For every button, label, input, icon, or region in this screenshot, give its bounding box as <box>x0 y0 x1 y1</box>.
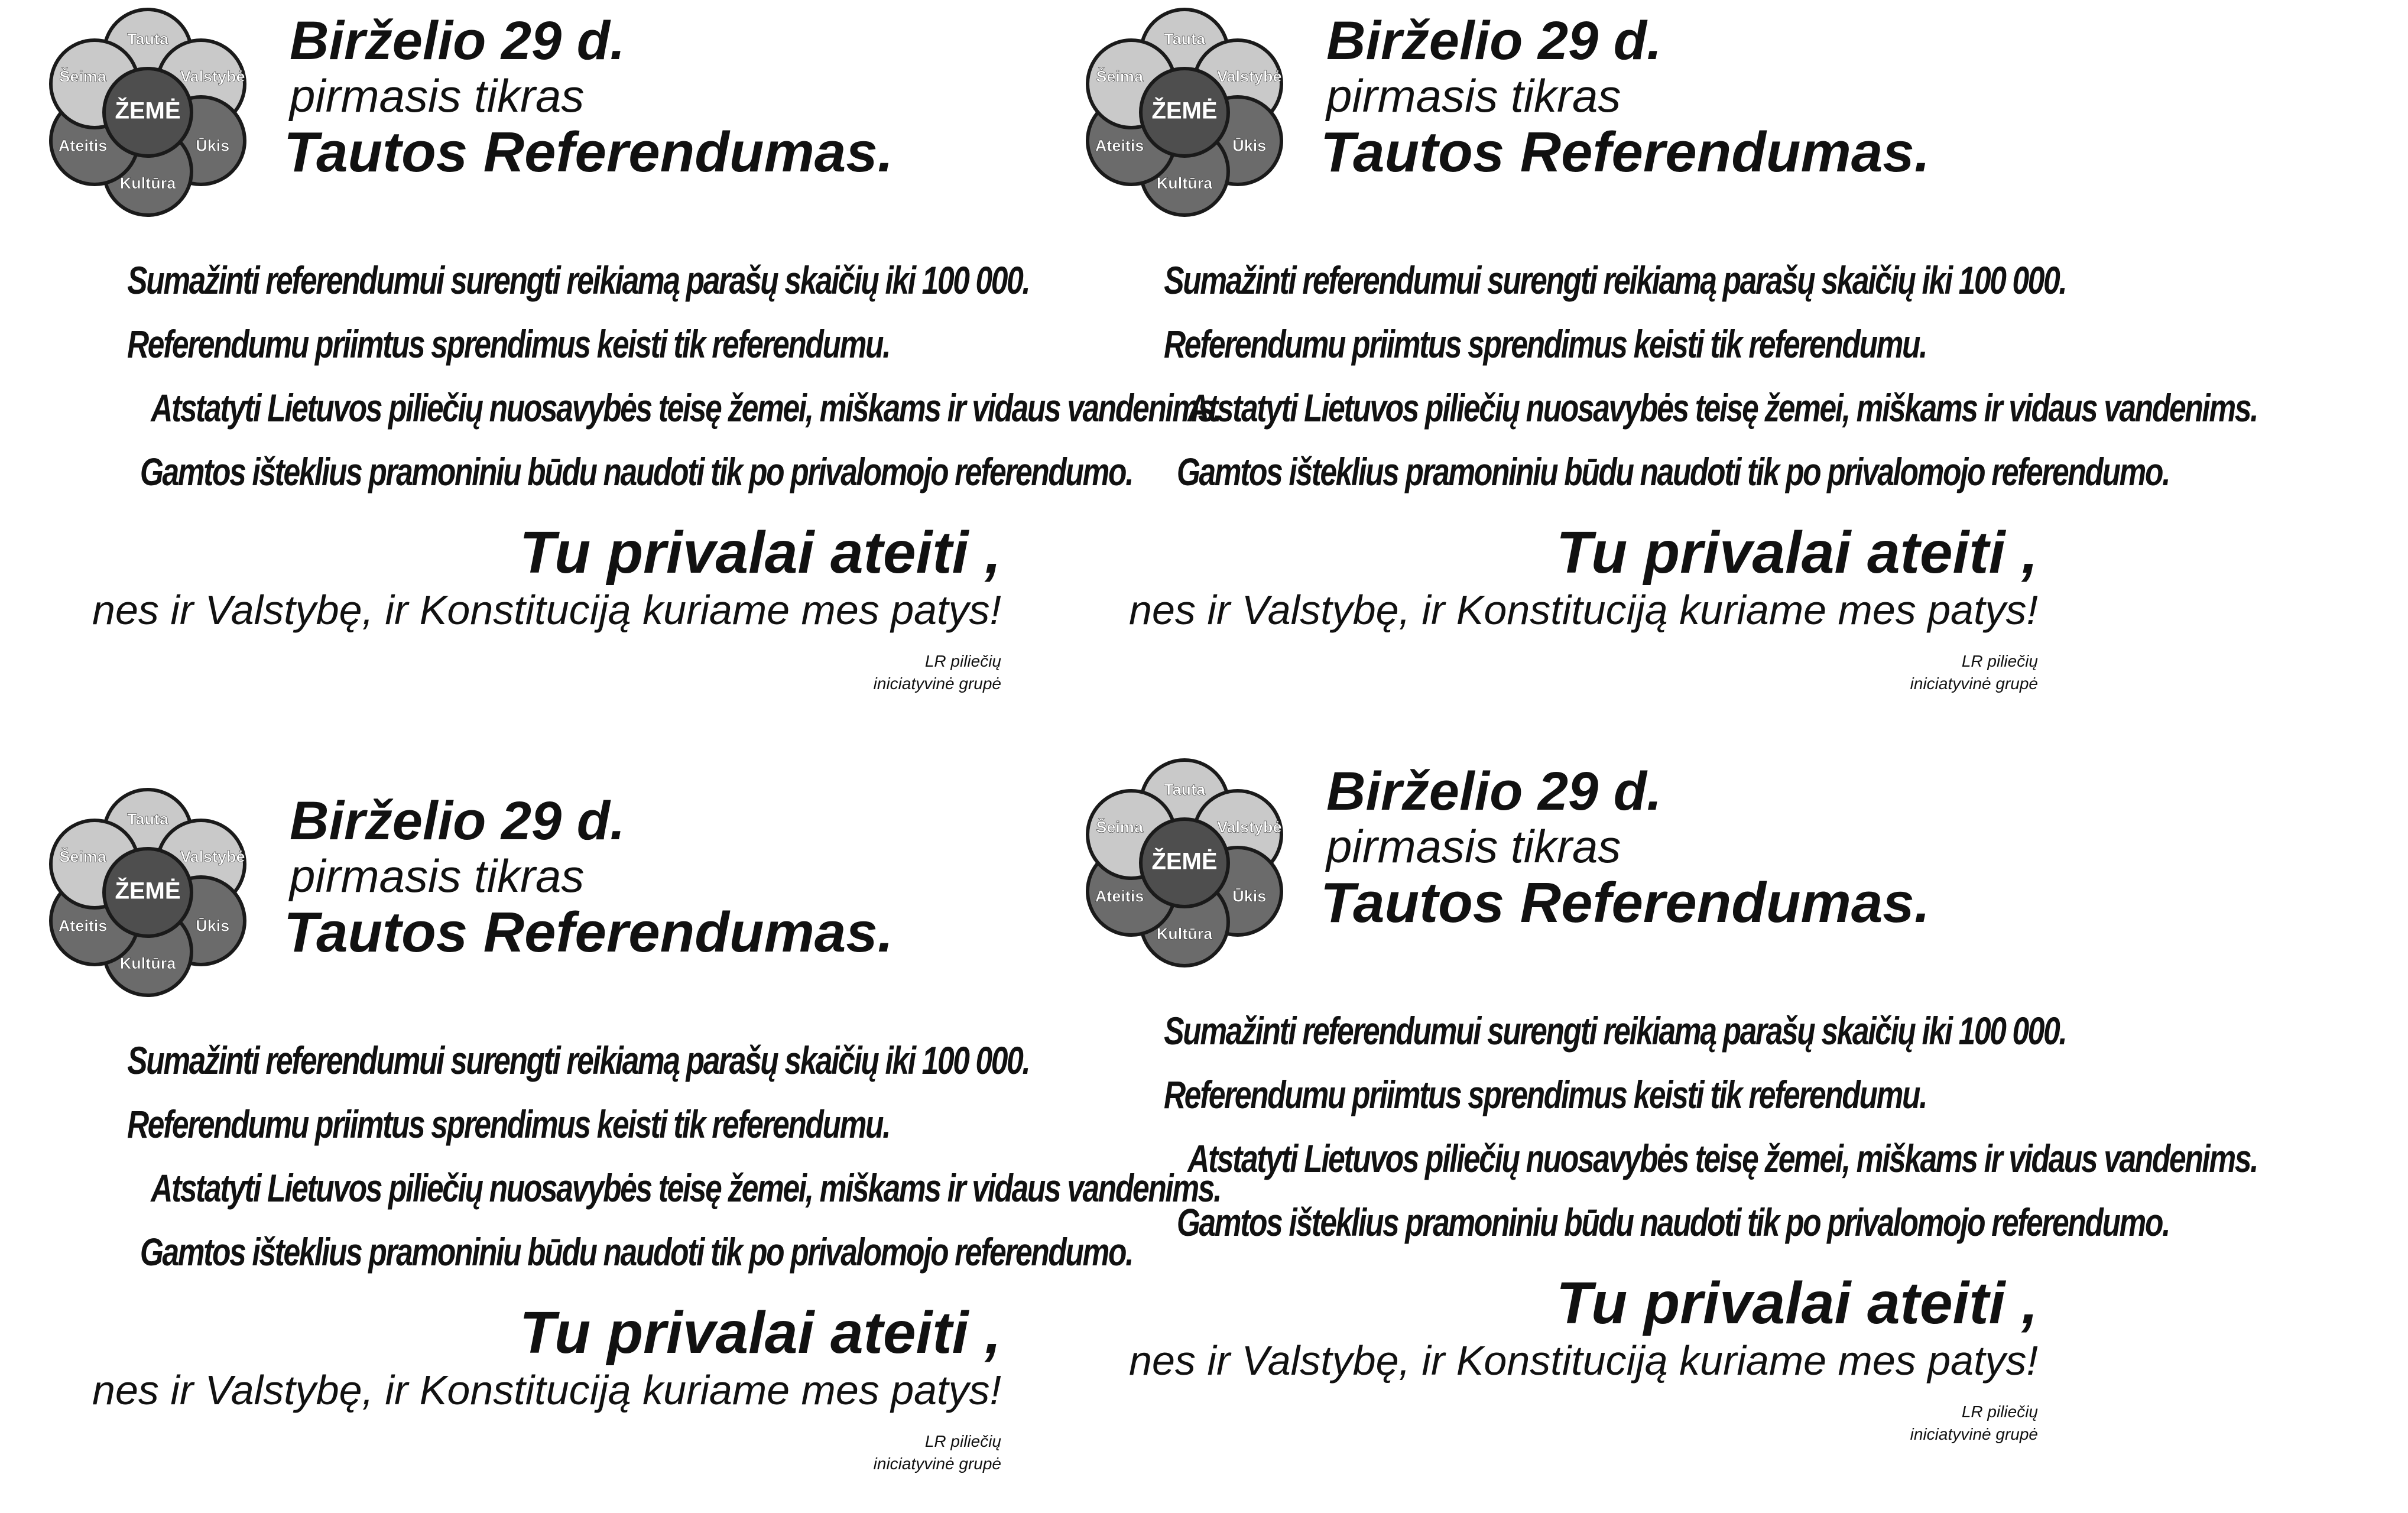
point-4-text: Gamtos išteklius pramoniniu būdu naudoti tik po privalomojo referendumo. <box>139 450 1133 493</box>
flyer-heading <box>284 11 894 184</box>
point-2-text: Referendumu priimtus sprendimus keisti tik referendumu. <box>126 1102 890 1146</box>
signature <box>874 650 1001 695</box>
signature-line-1: LR piliečių <box>1961 1402 2038 1421</box>
flyer-heading <box>284 791 894 965</box>
point-2-text: Referendumu priimtus sprendimus keisti tik referendumu. <box>1163 1073 1927 1116</box>
point-3 <box>1037 376 2258 440</box>
referendum-date: Birželio 29 d. <box>1326 761 1662 822</box>
referendum-logo <box>1084 762 1285 963</box>
flyer-heading <box>1320 11 1930 184</box>
referendum-subtitle: pirmasis tikras <box>290 850 585 902</box>
signature-line-2: iniciatyvinė grupė <box>873 1454 1001 1473</box>
point-4-text: Gamtos išteklius pramoniniu būdu naudoti tik po privalomojo referendumo. <box>139 1230 1133 1274</box>
signature-line-1: LR piliečių <box>1961 652 2038 670</box>
logo-center-label: ŽEMĖ <box>115 98 181 124</box>
logo-petal-label: Tauta <box>1163 30 1206 48</box>
signature-line-2: iniciatyvinė grupė <box>873 674 1001 693</box>
referendum-subtitle: pirmasis tikras <box>1326 70 1621 122</box>
referendum-points <box>0 248 1221 504</box>
logo-petal-label: Kultūra <box>119 954 176 973</box>
point-1 <box>1037 248 2066 312</box>
point-2-text: Referendumu priimtus sprendimus keisti tik referendumu. <box>1163 322 1927 366</box>
point-4 <box>1037 440 2170 504</box>
logo-petal-label: Šeima <box>1096 67 1143 86</box>
referendum-date: Birželio 29 d. <box>290 11 625 71</box>
logo-petal-label: Ūkis <box>196 917 230 935</box>
referendum-title: Tautos Referendumas. <box>1320 871 1930 934</box>
point-1 <box>0 1028 1030 1092</box>
point-4-text: Gamtos išteklius pramoniniu būdu naudoti tik po privalomojo referendumo. <box>1176 450 2170 493</box>
referendum-points <box>1037 248 2258 504</box>
point-1-text: Sumažinti referendumui surengti reikiamą parašų skaičių iki 100 000. <box>1164 1009 2066 1053</box>
call-to-action <box>1129 1271 2038 1385</box>
referendum-title: Tautos Referendumas. <box>1320 121 1930 184</box>
flower-logo-icon <box>47 12 248 213</box>
logo-petal-label: Valstybė <box>180 848 245 866</box>
point-2 <box>1037 1063 2053 1126</box>
flyer-heading <box>1320 761 1930 935</box>
signature <box>1910 650 2038 695</box>
point-4 <box>0 440 1133 504</box>
logo-petal-label: Ateitis <box>58 137 108 155</box>
call-to-action <box>1129 520 2038 635</box>
referendum-subtitle: pirmasis tikras <box>1326 820 1621 872</box>
point-3-text: Atstatyti Lietuvos piliečių nuosavybės teisę žemei, miškams ir vidaus vandenims. <box>151 1166 1221 1210</box>
call-line-2: nes ir Valstybę, ir Konstituciją kuriame mes patys! <box>92 1367 1001 1413</box>
logo-center-label: ŽEMĖ <box>115 878 181 904</box>
referendum-title: Tautos Referendumas. <box>284 901 894 964</box>
point-1 <box>1037 999 2066 1063</box>
signature <box>874 1430 1001 1475</box>
logo-center-label: ŽEMĖ <box>1151 848 1218 875</box>
referendum-subtitle: pirmasis tikras <box>290 70 585 122</box>
call-line-2: nes ir Valstybę, ir Konstituciją kuriame mes patys! <box>92 587 1001 633</box>
logo-petal-label: Tauta <box>126 810 169 829</box>
logo-petal-label: Valstybė <box>1217 818 1282 836</box>
flyer-bottom-left <box>0 780 1221 1513</box>
referendum-logo <box>1084 12 1285 213</box>
logo-petal-label: Šeima <box>59 67 106 86</box>
signature <box>1910 1401 2038 1446</box>
flower-logo-icon <box>1084 762 1285 963</box>
point-1-text: Sumažinti referendumui surengti reikiamą parašų skaičių iki 100 000. <box>127 258 1030 302</box>
logo-center-label: ŽEMĖ <box>1151 98 1218 124</box>
call-line-1: Tu privalai ateiti , <box>1556 520 2038 586</box>
referendum-date: Birželio 29 d. <box>290 791 625 851</box>
logo-petal-label: Tauta <box>126 30 169 48</box>
point-2 <box>0 1092 1017 1156</box>
point-4-text: Gamtos išteklius pramoniniu būdu naudoti tik po privalomojo referendumo. <box>1176 1200 2170 1244</box>
point-2 <box>0 312 1017 376</box>
point-4 <box>0 1220 1133 1284</box>
logo-petal-label: Ūkis <box>196 137 230 155</box>
signature-line-2: iniciatyvinė grupė <box>1910 674 2038 693</box>
logo-petal-label: Kultūra <box>1156 925 1213 943</box>
point-3 <box>0 376 1221 440</box>
logo-petal-label: Kultūra <box>1156 174 1213 193</box>
referendum-points <box>0 1028 1221 1284</box>
logo-petal-label: Šeima <box>1096 818 1143 836</box>
point-4 <box>1037 1190 2170 1254</box>
flyer-top-right <box>1037 0 2258 733</box>
signature-line-2: iniciatyvinė grupė <box>1910 1425 2038 1443</box>
point-1-text: Sumažinti referendumui surengti reikiamą parašų skaičių iki 100 000. <box>127 1038 1030 1082</box>
point-2-text: Referendumu priimtus sprendimus keisti tik referendumu. <box>126 322 890 366</box>
point-3 <box>0 1156 1221 1220</box>
logo-petal-label: Valstybė <box>1217 67 1282 86</box>
point-3-text: Atstatyti Lietuvos piliečių nuosavybės teisę žemei, miškams ir vidaus vandenims. <box>1187 1137 2258 1180</box>
point-1-text: Sumažinti referendumui surengti reikiamą parašų skaičių iki 100 000. <box>1164 258 2066 302</box>
logo-petal-label: Ūkis <box>1232 137 1267 155</box>
signature-line-1: LR piliečių <box>924 652 1001 670</box>
referendum-date: Birželio 29 d. <box>1326 11 1662 71</box>
point-3-text: Atstatyti Lietuvos piliečių nuosavybės teisę žemei, miškams ir vidaus vandenims. <box>151 386 1221 430</box>
signature-line-1: LR piliečių <box>924 1432 1001 1450</box>
referendum-title: Tautos Referendumas. <box>284 121 894 184</box>
flower-logo-icon <box>1084 12 1285 213</box>
logo-petal-label: Tauta <box>1163 781 1206 799</box>
logo-petal-label: Kultūra <box>119 174 176 193</box>
call-line-1: Tu privalai ateiti , <box>519 1300 1001 1366</box>
logo-petal-label: Ateitis <box>1095 137 1144 155</box>
flower-logo-icon <box>47 792 248 993</box>
call-line-1: Tu privalai ateiti , <box>519 520 1001 586</box>
call-line-1: Tu privalai ateiti , <box>1556 1270 2038 1336</box>
referendum-logo <box>47 12 248 213</box>
flyer-bottom-right <box>1037 751 2258 1483</box>
call-to-action <box>92 1300 1001 1415</box>
call-line-2: nes ir Valstybę, ir Konstituciją kuriame mes patys! <box>1129 1337 2038 1384</box>
call-line-2: nes ir Valstybę, ir Konstituciją kuriame mes patys! <box>1129 587 2038 633</box>
referendum-logo <box>47 792 248 993</box>
flyer-top-left <box>0 0 1221 733</box>
logo-petal-label: Ateitis <box>58 917 108 935</box>
point-1 <box>0 248 1030 312</box>
logo-petal-label: Ateitis <box>1095 887 1144 905</box>
referendum-points <box>1037 999 2258 1254</box>
call-to-action <box>92 520 1001 635</box>
point-3-text: Atstatyti Lietuvos piliečių nuosavybės teisę žemei, miškams ir vidaus vandenims. <box>1187 386 2258 430</box>
logo-petal-label: Šeima <box>59 848 106 866</box>
logo-petal-label: Valstybė <box>180 67 245 86</box>
point-2 <box>1037 312 2053 376</box>
point-3 <box>1037 1126 2258 1190</box>
logo-petal-label: Ūkis <box>1232 887 1267 905</box>
